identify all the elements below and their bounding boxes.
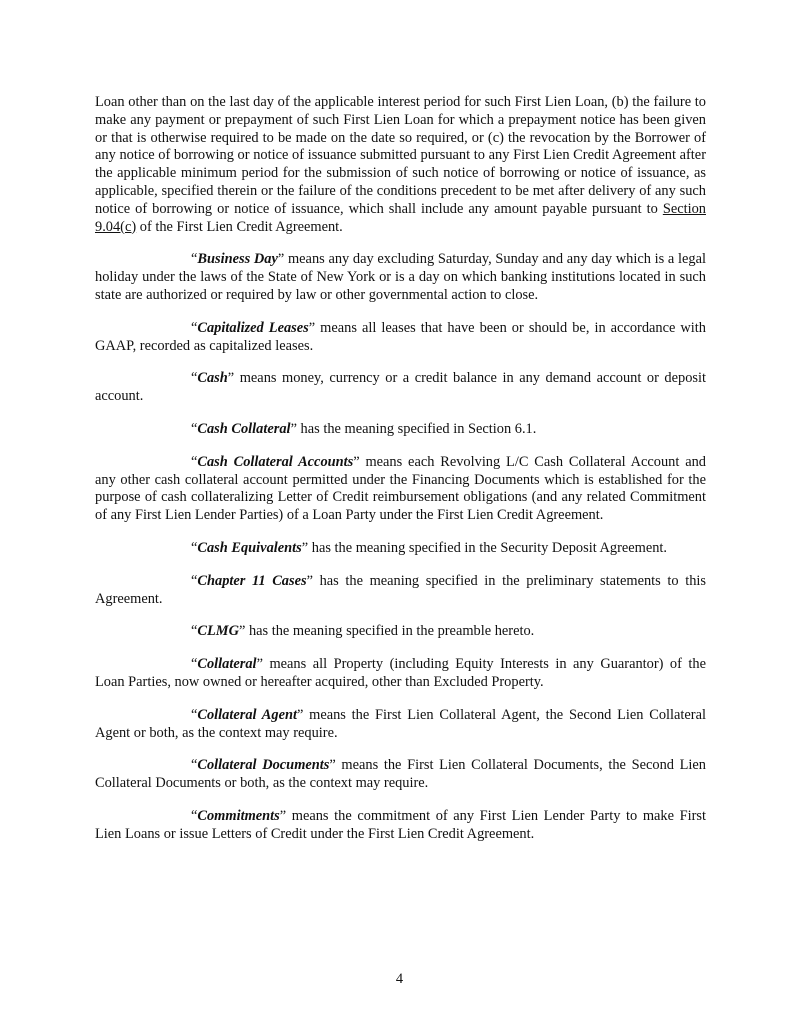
open-quote: “ bbox=[191, 807, 198, 824]
defined-term: Cash bbox=[197, 370, 228, 387]
open-quote: “ bbox=[191, 370, 198, 387]
open-quote: “ bbox=[191, 656, 198, 673]
definition-text: means money, currency or a credit balance in any demand account or deposit account. bbox=[95, 370, 706, 405]
open-quote: “ bbox=[191, 539, 198, 556]
close-quote: ” bbox=[301, 539, 309, 556]
definition-text: means each Revolving L/C Cash Collateral Account and any other cash collateral account permitted under the Financing Documents which is established for the purpose of cash collateralizing Letter of Credit reimbursement obligations (and any related Commitment of any First Lien Lender Parties) of a Loan Party under the First Lien Credit Agreement. bbox=[95, 453, 706, 524]
definition-cash-equivalents bbox=[95, 540, 706, 558]
definition-text: means all leases that have been or should be, in accordance with GAAP, recorded as capitalized leases. bbox=[95, 319, 706, 354]
close-quote: ” bbox=[306, 572, 313, 589]
definition-collateral-documents bbox=[95, 757, 706, 793]
defined-term: Collateral bbox=[197, 656, 257, 673]
close-quote: ” bbox=[279, 807, 287, 824]
definition-cash bbox=[95, 370, 706, 406]
intro-text-before: Loan other than on the last day of the applicable interest period for such First Lien Loan, (b) the failure to make any payment or prepayment of such First Lien Loan for which a prepayment notice has been given or that is otherwise required to be made on the date so required, or (c) the revocation by the Borrower of any notice of borrowing or notice of issuance submitted pursuant to any First Lien Credit Agreement after the applicable minimum period for the submission of such notice of borrowing or notice of issuance, as applicable, specified therein or the failure of the conditions precedent to be met after delivery of any such notice of borrowing or notice of issuance, which shall include any amount payable pursuant to bbox=[95, 94, 706, 217]
defined-term: CLMG bbox=[197, 623, 239, 640]
open-quote: “ bbox=[191, 623, 198, 640]
close-quote: ” bbox=[329, 757, 336, 774]
definition-text: has the meaning specified in the preliminary statements to this Agreement. bbox=[95, 572, 706, 607]
defined-term: Capitalized Leases bbox=[197, 319, 309, 336]
definition-cash-collateral-accounts bbox=[95, 454, 706, 525]
definition-text: means all Property (including Equity Interests in any Guarantor) of the Loan Parties, now owned or hereafter acquired, other than Excluded Property. bbox=[95, 656, 706, 690]
defined-term: Commitments bbox=[197, 807, 280, 824]
open-quote: “ bbox=[191, 572, 198, 589]
definition-chapter-11-cases bbox=[95, 573, 706, 609]
intro-text-after: of the First Lien Credit Agreement. bbox=[136, 218, 343, 235]
defined-term: Cash Collateral Accounts bbox=[197, 453, 354, 470]
close-quote: ” bbox=[277, 251, 285, 268]
section-reference: Section 9.04(c) bbox=[95, 200, 706, 235]
open-quote: “ bbox=[191, 706, 198, 723]
defined-term: Collateral Documents bbox=[197, 757, 330, 774]
page-number: 4 bbox=[395, 971, 404, 987]
open-quote: “ bbox=[191, 319, 198, 336]
definition-text: means the First Lien Collateral Agent, the Second Lien Collateral Agent or both, as the context may require. bbox=[95, 706, 706, 741]
intro-paragraph bbox=[95, 94, 706, 236]
open-quote: “ bbox=[191, 420, 198, 437]
definition-commitments bbox=[95, 808, 706, 844]
document-body bbox=[95, 94, 706, 859]
open-quote: “ bbox=[191, 453, 198, 470]
close-quote: ” bbox=[227, 370, 235, 387]
open-quote: “ bbox=[191, 251, 198, 268]
definition-collateral bbox=[95, 656, 706, 692]
close-quote: ” bbox=[296, 706, 304, 723]
definition-cash-collateral bbox=[95, 421, 706, 439]
close-quote: ” bbox=[256, 656, 263, 673]
open-quote: “ bbox=[191, 757, 198, 774]
close-quote: ” bbox=[290, 420, 297, 437]
definition-collateral-agent bbox=[95, 707, 706, 743]
defined-term: Chapter 11 Cases bbox=[197, 572, 307, 589]
definition-clmg bbox=[95, 623, 706, 641]
close-quote: ” bbox=[353, 453, 360, 470]
defined-term: Collateral Agent bbox=[197, 706, 297, 723]
definition-text: has the meaning specified in the Security Deposit Agreement. bbox=[308, 539, 668, 556]
definition-text: means any day excluding Saturday, Sunday and any day which is a legal holiday under the laws of the State of New York or is a day on which banking institutions located in such state are authorized or required by law or other governmental action to close. bbox=[95, 251, 706, 303]
defined-term: Cash Collateral bbox=[197, 420, 291, 437]
close-quote: ” bbox=[308, 319, 316, 336]
definition-text: means the First Lien Collateral Documents, the Second Lien Collateral Documents or both, as the context may require. bbox=[95, 757, 706, 792]
close-quote: ” bbox=[238, 623, 246, 640]
definition-text: has the meaning specified in Section 6.1. bbox=[296, 420, 537, 437]
definition-business-day bbox=[95, 251, 706, 304]
definition-text: means the commitment of any First Lien Lender Party to make First Lien Loans or issue Letters of Credit under the First Lien Credit Agreement. bbox=[95, 807, 706, 842]
defined-term: Cash Equivalents bbox=[197, 539, 302, 556]
definition-capitalized-leases bbox=[95, 320, 706, 356]
defined-term: Business Day bbox=[197, 251, 278, 268]
definition-text: has the meaning specified in the preamble hereto. bbox=[245, 623, 535, 640]
